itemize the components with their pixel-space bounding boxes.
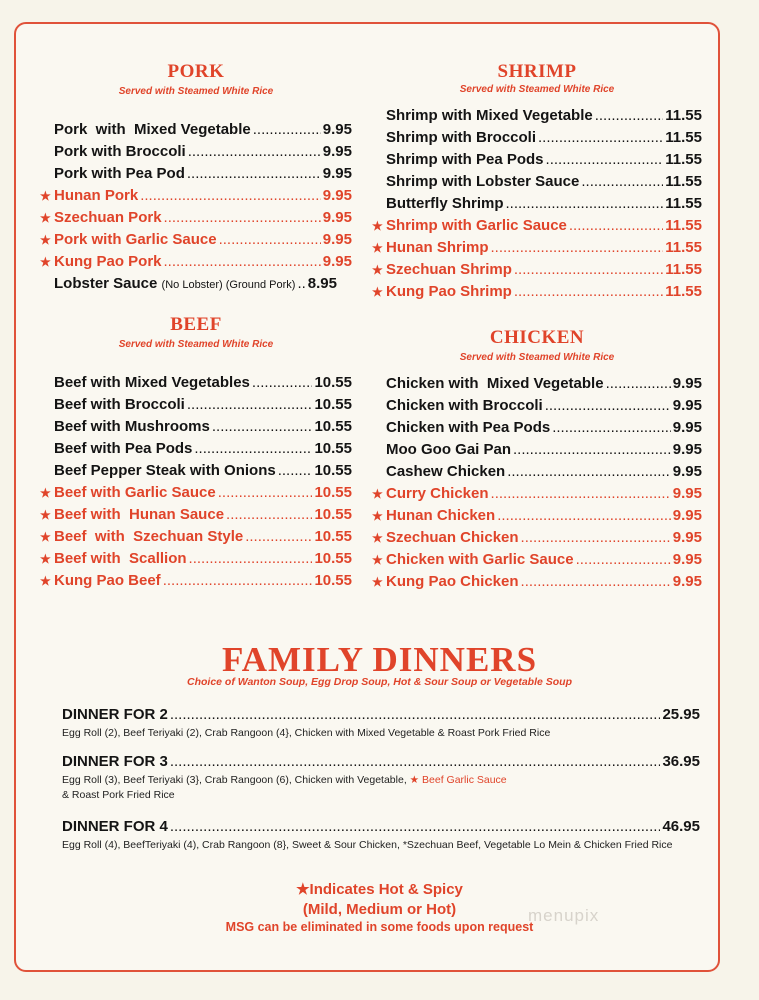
menu-item [40, 440, 352, 462]
menu-item [40, 550, 352, 572]
leader-dots [187, 165, 321, 182]
menu-item-price: 10.55 [314, 550, 352, 567]
menu-item-name: Moo Goo Gai Pan [386, 441, 512, 458]
menu-item [372, 529, 702, 551]
menu-item [40, 231, 352, 253]
menu-item-price: 11.55 [665, 151, 702, 168]
menu-item [372, 107, 702, 129]
menu-item [372, 239, 702, 261]
menu-item [40, 506, 352, 528]
menu-item [372, 441, 702, 463]
leader-dots [226, 506, 312, 523]
menu-item-name: Hunan Pork [54, 187, 139, 204]
leader-dots [569, 217, 663, 234]
leader-dots [245, 528, 312, 545]
hot-star-icon: ★ [40, 189, 51, 203]
menu-item [372, 463, 702, 485]
menu-item-price: 9.95 [322, 209, 352, 226]
menu-item-price: 9.95 [322, 143, 352, 160]
hot-star-icon: ★ [372, 509, 383, 523]
leader-dots [606, 375, 671, 392]
leader-dots [212, 418, 313, 435]
leader-dots [491, 485, 671, 502]
shrimp-title: SHRIMP [497, 61, 577, 82]
leader-dots [194, 440, 312, 457]
leader-dots [552, 419, 671, 436]
menu-item [372, 217, 702, 239]
lobster-note: (No Lobster) (Ground Pork) [161, 279, 296, 291]
menu-item-price: 11.55 [665, 261, 702, 278]
dinner-for-3 [62, 753, 700, 803]
menu-item [372, 129, 702, 151]
menu-item [372, 419, 702, 441]
leader-dots [576, 551, 671, 568]
menu-item [372, 507, 702, 529]
dinner-name: DINNER FOR 3 [62, 753, 168, 770]
leader-dots [219, 231, 321, 248]
hot-star-icon: ★ [40, 552, 51, 566]
menu-item-price: 9.95 [672, 573, 702, 590]
hot-star-icon: ★ [40, 211, 51, 225]
menu-item-price: 9.95 [672, 375, 702, 392]
menu-item-price: 10.55 [314, 528, 352, 545]
pork-title: PORK [167, 61, 225, 82]
menu-item-name: Shrimp with Lobster Sauce [386, 173, 580, 190]
leader-dots [546, 151, 664, 168]
hot-spicy-legend [0, 880, 759, 898]
chicken-subtitle: Served with Steamed White Rice [459, 352, 615, 363]
dinner-price: 36.95 [662, 753, 700, 770]
leader-dots [163, 572, 313, 589]
legend-hot-text: Indicates Hot & Spicy [309, 881, 463, 898]
menu-item-name: Kung Pao Chicken [386, 573, 519, 590]
menu-item-price: 10.55 [314, 462, 352, 479]
hot-star-icon: ★ [296, 881, 310, 898]
menu-item-price: 11.55 [665, 239, 702, 256]
leader-dots [187, 396, 313, 413]
menu-item-name: Shrimp with Broccoli [386, 129, 537, 146]
lobster-price: 8.95 [307, 275, 337, 292]
leader-dots [513, 441, 671, 458]
hot-star-icon: ★ [372, 219, 383, 233]
menu-item-name: Pork with Mixed Vegetable [54, 121, 251, 138]
legend-msg: MSG can be eliminated in some foods upon request [225, 920, 534, 934]
leader-dots [538, 129, 663, 146]
dinner-name: DINNER FOR 2 [62, 706, 168, 723]
menu-item-price: 9.95 [672, 441, 702, 458]
hot-star-icon: ★ [372, 553, 383, 567]
menu-item-name: Kung Pao Beef [54, 572, 161, 589]
leader-dots [170, 706, 661, 723]
leader-dots [253, 121, 321, 138]
menu-item [40, 165, 352, 187]
menu-item-name: Chicken with Pea Pods [386, 419, 551, 436]
menu-item-price: 10.55 [314, 396, 352, 413]
hot-star-icon: ★ [40, 530, 51, 544]
leader-dots [514, 283, 663, 300]
menu-item-name: Shrimp with Garlic Sauce [386, 217, 567, 234]
menu-item [40, 396, 352, 418]
menu-item-price: 9.95 [322, 231, 352, 248]
menu-item-price: 9.95 [322, 187, 352, 204]
menu-item-name: Hunan Chicken [386, 507, 496, 524]
menu-item-price: 11.55 [665, 283, 702, 300]
menu-item-name: Beef Pepper Steak with Onions [54, 462, 276, 479]
menu-item [372, 397, 702, 419]
menu-item [40, 462, 352, 484]
shrimp-section [372, 61, 702, 305]
menu-item-price: 10.55 [314, 440, 352, 457]
menu-item-name: Beef with Hunan Sauce [54, 506, 225, 523]
menu-item-name: Pork with Pea Pod [54, 165, 185, 182]
family-dinners-subtitle: Choice of Wanton Soup, Egg Drop Soup, Hot & Sour Soup or Vegetable Soup [187, 676, 572, 688]
leader-dots [164, 209, 321, 226]
menu-item-price: 10.55 [314, 484, 352, 501]
menu-item [372, 573, 702, 595]
menu-item-name: Chicken with Mixed Vegetable [386, 375, 604, 392]
menu-item-name: Beef with Garlic Sauce [54, 484, 216, 501]
chicken-items [372, 375, 702, 595]
menu-item-price: 11.55 [665, 217, 702, 234]
menu-item [40, 374, 352, 396]
leader-dots [140, 187, 321, 204]
menu-item-price: 9.95 [672, 485, 702, 502]
menu-item [372, 261, 702, 283]
menu-item [40, 187, 352, 209]
menu-item-name: Curry Chicken [386, 485, 489, 502]
leader-dots [491, 239, 664, 256]
menu-item-price: 9.95 [322, 165, 352, 182]
pork-items [40, 121, 352, 275]
menu-item [372, 195, 702, 217]
menu-item-name: Beef with Szechuan Style [54, 528, 244, 545]
hot-star-icon: ★ [372, 487, 383, 501]
menu-item-name: Shrimp with Mixed Vegetable [386, 107, 593, 124]
leader-dots [521, 529, 671, 546]
menu-item [372, 485, 702, 507]
menu-item-price: 9.95 [672, 419, 702, 436]
dinner-desc-text: Egg Roll (3), Beef Teriyaki (3}, Crab Rangoon (6), Chicken with Vegetable, [62, 774, 407, 786]
leader-dots [545, 397, 671, 414]
leader-dots [188, 143, 321, 160]
chicken-section [372, 327, 702, 595]
beef-title: BEEF [170, 314, 222, 335]
menu-item-lobster-sauce: Lobster Sauce (No Lobster) (Ground Pork) .. 8.95 [54, 275, 337, 292]
menu-item-name: Pork with Garlic Sauce [54, 231, 217, 248]
menu-item [40, 209, 352, 231]
beef-subtitle: Served with Steamed White Rice [118, 339, 274, 350]
menu-item [372, 551, 702, 573]
menu-item [40, 143, 352, 165]
menu-item-price: 10.55 [314, 572, 352, 589]
menu-item-name: Shrimp with Pea Pods [386, 151, 544, 168]
beef-section [40, 314, 352, 594]
menu-item [372, 151, 702, 173]
menu-item-name: Beef with Pea Pods [54, 440, 193, 457]
dinner-price: 25.95 [662, 706, 700, 723]
menu-item [372, 173, 702, 195]
menu-item-name: Kung Pao Pork [54, 253, 162, 270]
leader-dots [595, 107, 664, 124]
leader-dots [170, 753, 661, 770]
leader-dots [507, 463, 671, 480]
menu-item-name: Kung Pao Shrimp [386, 283, 512, 300]
menu-item-price: 11.55 [665, 195, 702, 212]
menu-item-price: 9.95 [672, 551, 702, 568]
watermark: menupix [528, 906, 600, 925]
menu-item-name: Beef with Mushrooms [54, 418, 210, 435]
family-dinners-title: FAMILY DINNERS [221, 640, 538, 679]
hot-star-icon: ★ [40, 574, 51, 588]
leader-dots [278, 462, 313, 479]
menu-item-name: Szechuan Chicken [386, 529, 519, 546]
hot-star-icon: ★ [409, 774, 420, 786]
menu-item [40, 528, 352, 550]
menu-item-name: Beef with Mixed Vegetables [54, 374, 250, 391]
chicken-title: CHICKEN [489, 327, 585, 348]
dinner-desc-hot: Beef Garlic Sauce [422, 774, 507, 786]
hot-star-icon: ★ [372, 263, 383, 277]
dinner-description: Egg Roll (2), Beef Teriyaki (2), Crab Rangoon (4}, Chicken with Mixed Vegetable & Roast Pork Fried Rice [62, 727, 551, 739]
menu-item-price: 11.55 [665, 129, 702, 146]
menu-item-price: 10.55 [314, 506, 352, 523]
hot-star-icon: ★ [40, 486, 51, 500]
leader-dots [506, 195, 664, 212]
menu-item [40, 418, 352, 440]
menu-item-price: 11.55 [665, 173, 702, 190]
menu-item [40, 484, 352, 506]
menu-item-name: Chicken with Broccoli [386, 397, 543, 414]
menu-item-name: Chicken with Garlic Sauce [386, 551, 574, 568]
shrimp-subtitle: Served with Steamed White Rice [459, 84, 615, 95]
leader-dots [218, 484, 313, 501]
pork-section [40, 61, 352, 297]
hot-star-icon: ★ [40, 233, 51, 247]
menu-item-price: 10.55 [314, 374, 352, 391]
dinner-price: 46.95 [662, 818, 700, 835]
hot-star-icon: ★ [372, 285, 383, 299]
leader-dots [514, 261, 663, 278]
menu-item-name: Beef with Broccoli [54, 396, 185, 413]
menu-item-name: Szechuan Pork [54, 209, 162, 226]
hot-star-icon: ★ [372, 575, 383, 589]
menu-item [40, 572, 352, 594]
dinner-for-4 [62, 818, 700, 853]
leader-dots [164, 253, 321, 270]
pork-subtitle: Served with Steamed White Rice [118, 86, 274, 97]
menu-item [40, 253, 352, 275]
menu-item [40, 121, 352, 143]
leader-dots [497, 507, 671, 524]
dinner-description: Egg Roll (4), BeefTeriyaki (4), Crab Rangoon (8}, Sweet & Sour Chicken, *Szechuan Beef, Vegetable Lo Mein & Chicken Fried Rice [62, 839, 673, 851]
menu-item-name: Cashew Chicken [386, 463, 506, 480]
menu-item [372, 375, 702, 397]
leader-dots [189, 550, 313, 567]
dinner-for-2 [62, 706, 700, 741]
leader-dots [521, 573, 671, 590]
hot-star-icon: ★ [40, 508, 51, 522]
dinner-name: DINNER FOR 4 [62, 818, 168, 835]
menu-item-price: 9.95 [322, 121, 352, 138]
leader-dots [252, 374, 313, 391]
menu-item-price: 10.55 [314, 418, 352, 435]
dinner-desc-end: & Roast Pork Fried Rice [62, 789, 175, 801]
leader-dots [170, 818, 661, 835]
menu-item-name: Butterfly Shrimp [386, 195, 504, 212]
menu-item-price: 9.95 [322, 253, 352, 270]
menu-item-price: 9.95 [672, 529, 702, 546]
shrimp-items [372, 107, 702, 305]
hot-star-icon: ★ [40, 255, 51, 269]
leader-dots [581, 173, 663, 190]
menu-item-price: 9.95 [672, 463, 702, 480]
menu-item-name: Beef with Scallion [54, 550, 187, 567]
hot-star-icon: ★ [372, 241, 383, 255]
menu-item-price: 9.95 [672, 507, 702, 524]
lobster-name: Lobster Sauce [54, 275, 158, 292]
menu-item-name: Pork with Broccoli [54, 143, 186, 160]
menu-item-price: 11.55 [665, 107, 702, 124]
dinner-description [62, 773, 700, 803]
menu-item-name: Hunan Shrimp [386, 239, 489, 256]
menu-item-price: 9.95 [672, 397, 702, 414]
beef-items [40, 374, 352, 594]
menu-item-name: Szechuan Shrimp [386, 261, 512, 278]
legend-levels: (Mild, Medium or Hot) [302, 901, 457, 918]
hot-star-icon: ★ [372, 531, 383, 545]
menu-item [372, 283, 702, 305]
